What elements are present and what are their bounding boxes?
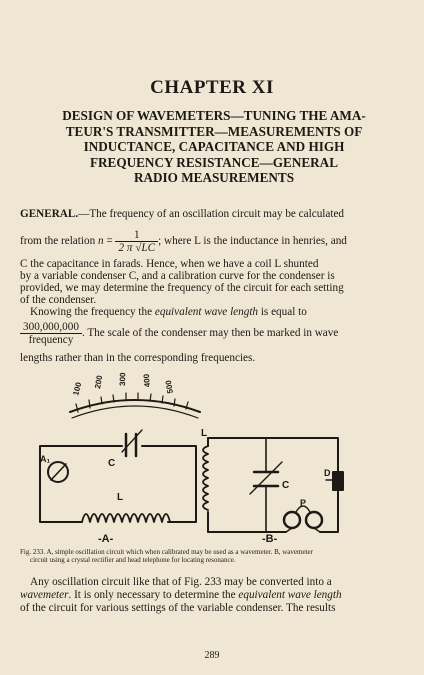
heading-line: RADIO MEASUREMENTS [133, 170, 295, 185]
scale-label: 500 [163, 379, 175, 395]
telephone-earpiece-icon [284, 512, 300, 528]
label-l-left: L [117, 492, 124, 503]
scale-label: 200 [93, 374, 105, 390]
heading-line: FREQUENCY RESISTANCE—GENERAL [89, 154, 339, 170]
dial-scale-arc-inner [72, 406, 198, 418]
label-c-right: C [282, 480, 290, 491]
label-p: P [300, 498, 307, 508]
scale-label: 300 [118, 372, 128, 387]
label-d: D [324, 468, 331, 478]
scale-label: 400 [141, 373, 152, 388]
para1-line4: by a variable condenser C, and a calibration curve for the condenser is [20, 270, 335, 282]
label-c-left: C [108, 458, 116, 469]
circuit-b-wire-top [208, 438, 338, 472]
wavelength-fraction: $\frac{300,000,000}{\text{frequency}}$ [20, 321, 82, 346]
chapter-title: CHAPTER XI [150, 77, 274, 98]
label-a1: A₁ [40, 454, 51, 464]
circuit-a-wire-right [142, 446, 196, 522]
circuit-a-wire-top [40, 446, 122, 450]
label-circuit-a: -A- [98, 533, 114, 545]
dial-ticks [76, 393, 188, 412]
para3-line2: wavemeter. It is only necessary to determine the equivalent wave length [20, 589, 342, 601]
frequency-equation: $\frac{1}{2 \pi √LC}$ [115, 229, 158, 254]
para2-line2: $\frac{300,000,000}{\text{frequency}}$ . The scale of the condenser may then be marked in wave [20, 318, 404, 348]
section-lead: GENERAL. [20, 208, 79, 220]
para2-line1: Knowing the frequency the equivalent wave length is equal to [30, 306, 307, 318]
para2-line3: lengths rather than in the corresponding frequencies. [20, 352, 256, 364]
para1-line5: provided, we may determine the frequency of the circuit for each setting [20, 282, 344, 294]
heading-line: INDUCTANCE, CAPACITANCE AND HIGH [83, 139, 345, 154]
para1-line6: of the condenser. [20, 294, 97, 306]
figure-caption-line1: Fig. 233. A, simple oscillation circuit which when calibrated may be used as a wavemeter. B, wavemeter [20, 548, 313, 556]
circuit-b-wire-right [320, 490, 338, 532]
page-number: 289 [204, 650, 220, 661]
scale-label: 100 [71, 381, 84, 397]
label-l-right: L [201, 428, 208, 439]
para3-line3: of the circuit for various settings of the variable condenser. The results [20, 602, 336, 614]
para1-line3: C the capacitance in farads. Hence, when we have a coil L shunted [20, 258, 319, 270]
figure-caption-line2: circuit using a crystal rectifier and head telephone for locating resonance. [30, 556, 236, 564]
heading-line: TEUR'S TRANSMITTER—MEASUREMENTS OF [65, 123, 363, 139]
para1-line1: GENERAL.—The frequency of an oscillation circuit may be calculated [20, 208, 345, 220]
telephone-earpiece-icon [306, 512, 322, 528]
para3-line1: Any oscillation circuit like that of Fig. 233 may be converted into a [30, 576, 332, 588]
label-circuit-b: -B- [262, 533, 278, 545]
coil-a-icon [82, 514, 170, 522]
heading-line: DESIGN OF WAVEMETERS—TUNING THE AMA- [62, 108, 366, 123]
para1-line2: from the relation n = $\frac{1}{2 \pi √LC}$ ; where L is the inductance in henries, and [20, 228, 347, 254]
crystal-detector-icon [333, 472, 343, 490]
coil-b-icon [203, 446, 208, 510]
circuit-b-wire-bottom [208, 512, 286, 532]
